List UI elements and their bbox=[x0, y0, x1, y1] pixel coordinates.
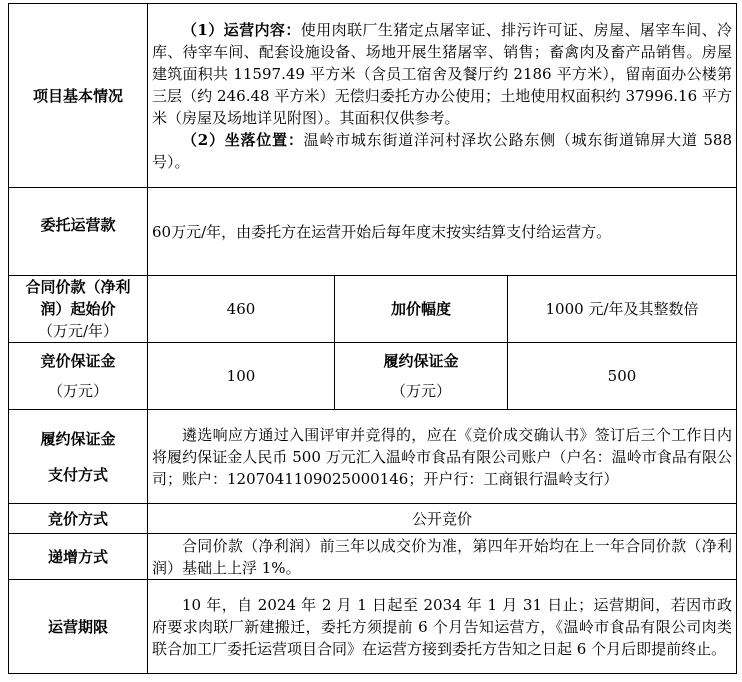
operation-term-label: 运营期限 bbox=[9, 580, 148, 674]
bidding-method-label: 竞价方式 bbox=[9, 504, 148, 534]
row-operation-term bbox=[9, 580, 737, 674]
bid-deposit-value: 100 bbox=[148, 343, 335, 410]
starting-price-label-line1: 合同价款（净利 bbox=[25, 278, 131, 296]
location-text: 温岭市城东街道洋河村泽坎公路东侧（城东街道锦屏大道 588 号）。 bbox=[152, 130, 732, 171]
operation-content-text: 使用肉联厂生猪定点屠宰证、排污许可证、房屋、屠宰车间、冷库、待宰车间、配套设施设备、场地开展生猪屠宰、销售；畜禽肉及畜产品销售。房屋建筑面积共 11597.49 平方米（含员工宿舍及餐厅约 2186 平方米），留南面办公楼第三层（约 246.48 平方米）无偿归委托方办公使用；土地使用权面积约 37996.16 平方米（房屋及场地详见附图）。其面积仅供参考。 bbox=[152, 20, 732, 127]
row-payment-method bbox=[9, 410, 737, 504]
increase-method-text: 合同价款（净利润）前三年以成交价为准，第四年开始均在上一年合同价款（净利润）基础上上浮 1%。 bbox=[148, 534, 737, 580]
row-bidding-method bbox=[9, 504, 737, 534]
starting-price-label-line2: 润）起始价 bbox=[40, 300, 116, 318]
row-basic-info bbox=[9, 4, 737, 188]
bid-deposit-label-line2: （万元） bbox=[47, 382, 108, 400]
payment-method-label bbox=[9, 410, 148, 504]
row-increase-method bbox=[9, 534, 737, 580]
row-starting-price bbox=[9, 276, 737, 343]
increase-method-label: 递增方式 bbox=[9, 534, 148, 580]
row-operation-fee bbox=[9, 188, 737, 276]
operation-content-paragraph bbox=[152, 19, 732, 129]
basic-info-label: 项目基本情况 bbox=[9, 4, 148, 188]
basic-info-content bbox=[148, 4, 737, 188]
payment-method-label-line1: 履约保证金 bbox=[40, 429, 116, 448]
bid-deposit-label-line1: 竞价保证金 bbox=[40, 352, 116, 370]
payment-method-text: 遴选响应方通过入围评审并竞得的，应在《竞价成交确认书》签订后三个工作日内将履约保证金人民币 500 万元汇入温岭市食品有限公司账户（户名：温岭市食品有限公司；账户：1207041109025000146；开户行：工商银行温岭支行） bbox=[148, 410, 737, 504]
row-deposit bbox=[9, 343, 737, 410]
operation-fee-value: 60万元/年，由委托方在运营开始后每年度末按实结算支付给运营方。 bbox=[148, 188, 737, 276]
increment-label: 加价幅度 bbox=[335, 276, 508, 343]
operation-term-text: 10 年，自 2024 年 2 月 1 日起至 2034 年 1 月 31 日止；运营期间，若因市政府要求肉联厂新建搬迁，委托方须提前 6 个月告知运营方，《温岭市食品有限公司肉类联合加工厂委托运营项目合同》在运营方接到委托方告知之日起 6 个月后即提前终止。 bbox=[148, 580, 737, 674]
location-title: （2）坐落位置： bbox=[182, 130, 304, 149]
performance-deposit-label-line2: （万元） bbox=[390, 382, 451, 400]
performance-deposit-label bbox=[335, 343, 508, 410]
increment-value: 1000 元/年及其整数倍 bbox=[508, 276, 737, 343]
performance-deposit-label-line1: 履约保证金 bbox=[383, 352, 459, 370]
operation-content-title: （1）运营内容： bbox=[182, 20, 301, 39]
location-paragraph bbox=[152, 129, 732, 173]
operation-fee-label: 委托运营款 bbox=[9, 188, 148, 276]
project-info-table bbox=[8, 3, 737, 674]
bidding-method-value: 公开竞价 bbox=[148, 504, 737, 534]
payment-method-label-line2: 支付方式 bbox=[47, 465, 108, 484]
starting-price-label-line3: （万元/年） bbox=[37, 322, 119, 340]
starting-price-label bbox=[9, 276, 148, 343]
performance-deposit-value: 500 bbox=[508, 343, 737, 410]
starting-price-value: 460 bbox=[148, 276, 335, 343]
bid-deposit-label bbox=[9, 343, 148, 410]
